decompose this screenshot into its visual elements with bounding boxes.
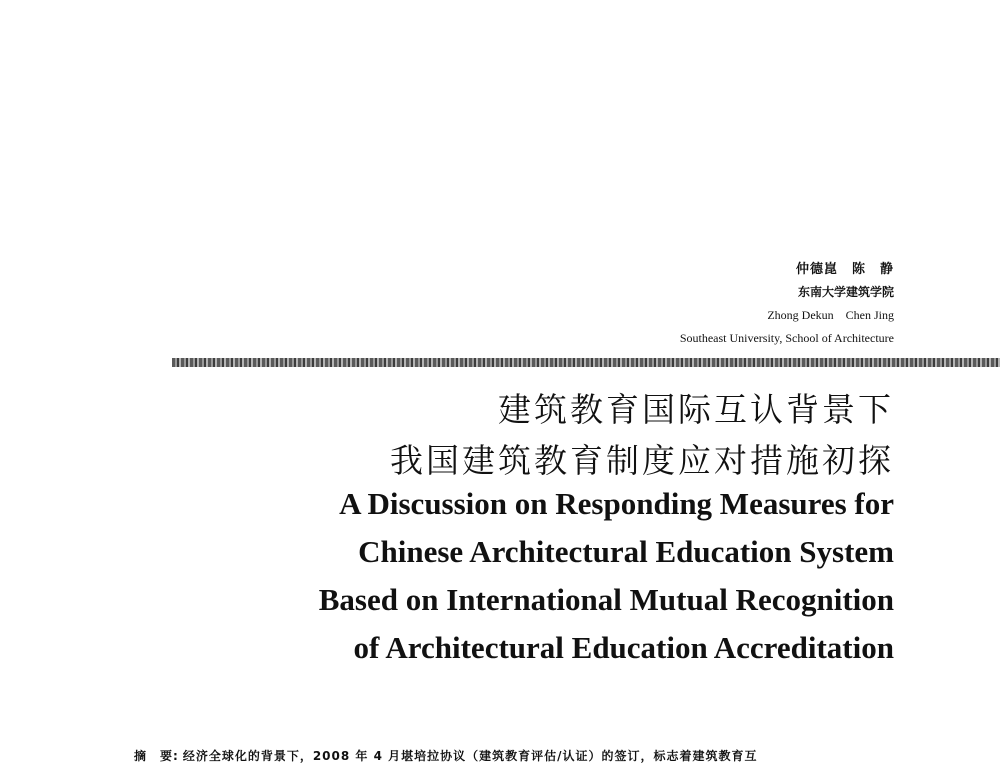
author-names-zh: 仲德崑 陈 静 xyxy=(795,262,894,277)
abstract-text: 经济全球化的背景下，2008 年 4 月堪培拉协议（建筑教育评估/认证）的签订，标志着建筑教育互 xyxy=(182,749,758,763)
title-en-line: A Discussion on Responding Measures for xyxy=(339,486,894,521)
divider-rule xyxy=(172,358,1000,367)
title-en-line: Based on International Mutual Recognition xyxy=(318,582,894,617)
affiliation-zh: 东南大学建筑学院 xyxy=(797,285,894,299)
author-names-en: Zhong Dekun Chen Jing xyxy=(767,308,894,322)
title-chinese xyxy=(390,384,894,486)
title-zh-line: 我国建筑教育制度应对措施初探 xyxy=(390,441,894,480)
title-english xyxy=(319,480,894,672)
affiliation-en: Southeast University, School of Architecture xyxy=(679,331,894,345)
title-zh-line: 建筑教育国际互认背景下 xyxy=(498,390,894,429)
abstract-label: 摘 要: xyxy=(134,749,179,763)
title-en-line: of Architectural Education Accreditation xyxy=(353,630,894,665)
title-en-line: Chinese Architectural Education System xyxy=(358,534,894,569)
abstract-line xyxy=(134,747,757,764)
author-block xyxy=(680,258,894,350)
